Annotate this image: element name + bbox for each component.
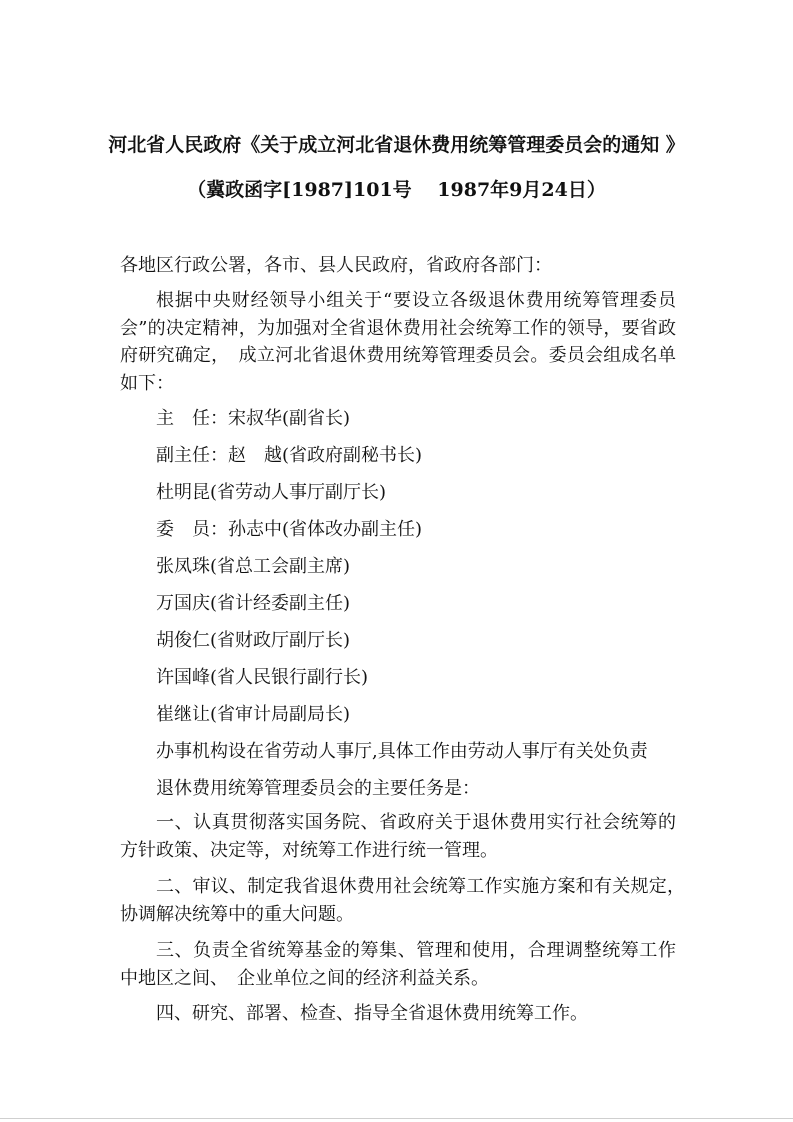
office-statement: 办事机构设在省劳动人事厅,具体工作由劳动人事厅有关处负责 [156,741,648,762]
tasks-heading: 退休费用统筹管理委员会的主要任务是： [156,778,480,799]
member-item: 许国峰(省人民银行副行长) [156,667,369,688]
task-item: 二、审议、制定我省退休费用社会统筹工作实施方案和有关规定， 协调解决统筹中的重大问题。 [120,876,694,925]
task-item: 四、研究、部署、检查、指导全省退休费用统筹工作。 [156,1003,588,1024]
document-title: 河北省人民政府《关于成立河北省退休费用统筹管理委员会的通知 》 [108,134,685,156]
member-item: 委 员：孙志中(省体改办副主任) [156,519,423,540]
document-reference: （冀政函字[1987]101号 1987年9月24日） [187,179,606,201]
member-item: 张凤珠(省总工会副主席) [156,556,351,577]
member-item: 万国庆(省计经委副主任) [156,593,351,614]
member-item: 主 任：宋叔华(副省长) [156,408,351,429]
member-item: 副主任：赵 越(省政府副秘书长) [156,445,423,466]
page-bottom-divider [0,1118,793,1119]
member-item: 崔继让(省审计局副局长) [156,704,351,725]
member-item: 杜明昆(省劳动人事厅副厅长) [156,482,387,503]
member-item: 胡俊仁(省财政厅副厅长) [156,630,351,651]
intro-paragraph: 根据中央财经领导小组关于“要设立各级退休费用统筹管理委员会”的决定精神，为加强对全省退休费用社会统筹工作的领导，要省政府研究确定， 成立河北省退休费用统筹管理委员会。委员会组成名单如下： [120,290,676,394]
salutation: 各地区行政公署，各市、县人民政府，省政府各部门： [120,255,552,276]
task-item: 一、认真贯彻落实国务院、省政府关于退休费用实行社会统筹的方针政策、决定等，对统筹工作进行统一管理。 [120,812,676,861]
task-item: 三、负责全省统筹基金的筹集、管理和使用，合理调整统筹工作中地区之间、 企业单位之间的经济利益关系。 [120,940,676,989]
